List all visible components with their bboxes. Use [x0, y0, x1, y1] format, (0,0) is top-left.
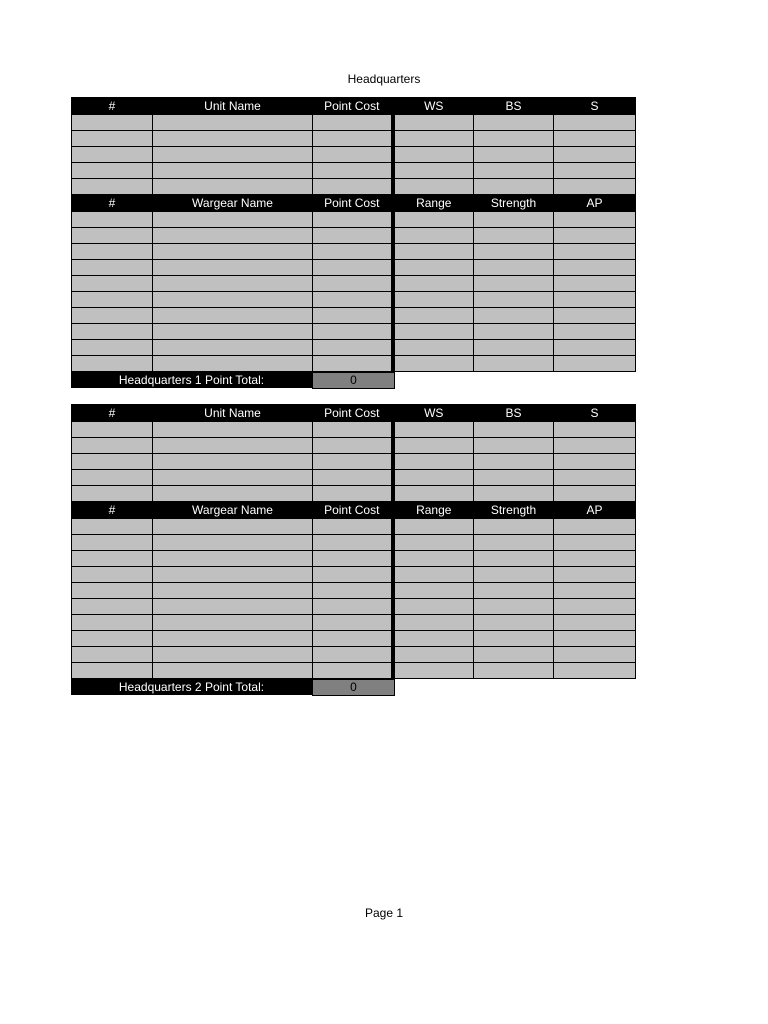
- point-cost-cell[interactable]: [313, 422, 393, 438]
- point-cost-cell[interactable]: [313, 567, 393, 583]
- header-s: S: [554, 405, 636, 422]
- number-cell[interactable]: [72, 470, 153, 486]
- strength-cell[interactable]: [474, 260, 554, 276]
- header-wargear-name: Wargear Name: [153, 502, 313, 519]
- point-cost-cell[interactable]: [313, 228, 393, 244]
- wargear-row: [72, 535, 636, 551]
- header-point-cost: Point Cost: [313, 195, 393, 212]
- header-strength: Strength: [474, 502, 554, 519]
- ws-cell[interactable]: [393, 438, 474, 454]
- bs-cell[interactable]: [474, 179, 554, 195]
- number-cell[interactable]: [72, 292, 153, 308]
- wargear-name-cell[interactable]: [153, 615, 313, 631]
- range-cell[interactable]: [393, 631, 474, 647]
- header-range: Range: [393, 195, 474, 212]
- wargear-row: [72, 647, 636, 663]
- range-cell[interactable]: [393, 647, 474, 663]
- header-number: #: [72, 405, 153, 422]
- ap-cell[interactable]: [554, 228, 636, 244]
- header-ap: AP: [554, 502, 636, 519]
- ap-cell[interactable]: [554, 535, 636, 551]
- s-cell[interactable]: [554, 179, 636, 195]
- number-cell[interactable]: [72, 422, 153, 438]
- ap-cell[interactable]: [554, 599, 636, 615]
- ap-cell[interactable]: [554, 244, 636, 260]
- strength-cell[interactable]: [474, 212, 554, 228]
- range-cell[interactable]: [393, 567, 474, 583]
- s-cell[interactable]: [554, 422, 636, 438]
- point-cost-cell[interactable]: [313, 486, 393, 502]
- point-total-row: [71, 679, 395, 695]
- number-cell[interactable]: [72, 438, 153, 454]
- point-cost-cell[interactable]: [313, 615, 393, 631]
- strength-cell[interactable]: [474, 583, 554, 599]
- bs-cell[interactable]: [474, 422, 554, 438]
- strength-cell[interactable]: [474, 519, 554, 535]
- range-cell[interactable]: [393, 599, 474, 615]
- sheet-title: Headquarters: [347, 72, 421, 86]
- strength-cell[interactable]: [474, 276, 554, 292]
- number-cell[interactable]: [72, 260, 153, 276]
- point-total-value[interactable]: 0: [312, 679, 395, 696]
- s-cell[interactable]: [554, 163, 636, 179]
- wargear-row: [72, 212, 636, 228]
- point-cost-cell[interactable]: [313, 583, 393, 599]
- ap-cell[interactable]: [554, 551, 636, 567]
- wargear-row: [72, 324, 636, 340]
- point-cost-cell[interactable]: [313, 551, 393, 567]
- bs-cell[interactable]: [474, 163, 554, 179]
- ap-cell[interactable]: [554, 519, 636, 535]
- wargear-name-cell[interactable]: [153, 340, 313, 356]
- wargear-name-cell[interactable]: [153, 356, 313, 372]
- strength-cell[interactable]: [474, 324, 554, 340]
- header-strength: Strength: [474, 195, 554, 212]
- point-cost-cell[interactable]: [313, 276, 393, 292]
- point-total-label: Headquarters 1 Point Total:: [71, 372, 312, 388]
- point-cost-cell[interactable]: [313, 647, 393, 663]
- header-s: S: [554, 98, 636, 115]
- wargear-row: [72, 599, 636, 615]
- ap-cell[interactable]: [554, 567, 636, 583]
- number-cell[interactable]: [72, 615, 153, 631]
- wargear-row: [72, 631, 636, 647]
- s-cell[interactable]: [554, 115, 636, 131]
- wargear-row: [72, 276, 636, 292]
- wargear-row: [72, 308, 636, 324]
- number-cell[interactable]: [72, 356, 153, 372]
- strength-cell[interactable]: [474, 535, 554, 551]
- number-cell[interactable]: [72, 212, 153, 228]
- bs-cell[interactable]: [474, 438, 554, 454]
- wargear-row: [72, 583, 636, 599]
- ap-cell[interactable]: [554, 631, 636, 647]
- number-cell[interactable]: [72, 147, 153, 163]
- point-cost-cell[interactable]: [313, 438, 393, 454]
- wargear-name-cell[interactable]: [153, 260, 313, 276]
- point-cost-cell[interactable]: [313, 470, 393, 486]
- header-range: Range: [393, 502, 474, 519]
- ws-cell[interactable]: [393, 179, 474, 195]
- point-total-label: Headquarters 2 Point Total:: [71, 679, 312, 695]
- bs-cell[interactable]: [474, 470, 554, 486]
- header-number: #: [72, 98, 153, 115]
- wargear-name-cell[interactable]: [153, 276, 313, 292]
- bs-cell[interactable]: [474, 486, 554, 502]
- wargear-row: [72, 356, 636, 372]
- range-cell[interactable]: [393, 244, 474, 260]
- ws-cell[interactable]: [393, 115, 474, 131]
- number-cell[interactable]: [72, 131, 153, 147]
- unit-table: [71, 404, 636, 679]
- wargear-header-row: [72, 502, 636, 519]
- number-cell[interactable]: [72, 583, 153, 599]
- strength-cell[interactable]: [474, 228, 554, 244]
- header-wargear-name: Wargear Name: [153, 195, 313, 212]
- wargear-row: [72, 519, 636, 535]
- unit-row: [72, 179, 636, 195]
- unit-row: [72, 486, 636, 502]
- point-cost-cell[interactable]: [313, 340, 393, 356]
- point-cost-cell[interactable]: [313, 308, 393, 324]
- strength-cell[interactable]: [474, 340, 554, 356]
- range-cell[interactable]: [393, 583, 474, 599]
- ap-cell[interactable]: [554, 276, 636, 292]
- unit-row: [72, 131, 636, 147]
- range-cell[interactable]: [393, 519, 474, 535]
- range-cell[interactable]: [393, 340, 474, 356]
- wargear-name-cell[interactable]: [153, 599, 313, 615]
- wargear-name-cell[interactable]: [153, 292, 313, 308]
- number-cell[interactable]: [72, 663, 153, 679]
- ws-cell[interactable]: [393, 147, 474, 163]
- range-cell[interactable]: [393, 292, 474, 308]
- number-cell[interactable]: [72, 631, 153, 647]
- header-point-cost: Point Cost: [313, 405, 393, 422]
- point-cost-cell[interactable]: [313, 663, 393, 679]
- header-ws: WS: [393, 98, 474, 115]
- header-number: #: [72, 502, 153, 519]
- wargear-header-row: [72, 195, 636, 212]
- point-cost-cell[interactable]: [313, 131, 393, 147]
- bs-cell[interactable]: [474, 147, 554, 163]
- unit-name-cell[interactable]: [153, 470, 313, 486]
- wargear-name-cell[interactable]: [153, 535, 313, 551]
- number-cell[interactable]: [72, 228, 153, 244]
- page-footer: Page 1: [364, 906, 404, 920]
- unit-row: [72, 115, 636, 131]
- header-ap: AP: [554, 195, 636, 212]
- number-cell[interactable]: [72, 179, 153, 195]
- point-cost-cell[interactable]: [313, 519, 393, 535]
- wargear-row: [72, 244, 636, 260]
- range-cell[interactable]: [393, 356, 474, 372]
- wargear-name-cell[interactable]: [153, 631, 313, 647]
- wargear-name-cell[interactable]: [153, 647, 313, 663]
- wargear-row: [72, 340, 636, 356]
- strength-cell[interactable]: [474, 551, 554, 567]
- ws-cell[interactable]: [393, 486, 474, 502]
- header-number: #: [72, 195, 153, 212]
- headquarters-1-block: [71, 97, 635, 388]
- point-cost-cell[interactable]: [313, 147, 393, 163]
- point-cost-cell[interactable]: [313, 599, 393, 615]
- range-cell[interactable]: [393, 324, 474, 340]
- wargear-row: [72, 260, 636, 276]
- unit-name-cell[interactable]: [153, 454, 313, 470]
- unit-name-cell[interactable]: [153, 422, 313, 438]
- wargear-name-cell[interactable]: [153, 244, 313, 260]
- wargear-row: [72, 663, 636, 679]
- strength-cell[interactable]: [474, 631, 554, 647]
- point-cost-cell[interactable]: [313, 115, 393, 131]
- bs-cell[interactable]: [474, 115, 554, 131]
- unit-name-cell[interactable]: [153, 163, 313, 179]
- unit-row: [72, 147, 636, 163]
- point-total-row: [71, 372, 395, 388]
- number-cell[interactable]: [72, 115, 153, 131]
- range-cell[interactable]: [393, 308, 474, 324]
- number-cell[interactable]: [72, 567, 153, 583]
- strength-cell[interactable]: [474, 647, 554, 663]
- number-cell[interactable]: [72, 519, 153, 535]
- wargear-name-cell[interactable]: [153, 308, 313, 324]
- point-cost-cell[interactable]: [313, 356, 393, 372]
- number-cell[interactable]: [72, 163, 153, 179]
- range-cell[interactable]: [393, 212, 474, 228]
- point-cost-cell[interactable]: [313, 260, 393, 276]
- number-cell[interactable]: [72, 308, 153, 324]
- header-bs: BS: [474, 98, 554, 115]
- strength-cell[interactable]: [474, 567, 554, 583]
- unit-name-cell[interactable]: [153, 115, 313, 131]
- unit-name-cell[interactable]: [153, 147, 313, 163]
- point-cost-cell[interactable]: [313, 631, 393, 647]
- ap-cell[interactable]: [554, 212, 636, 228]
- ws-cell[interactable]: [393, 422, 474, 438]
- s-cell[interactable]: [554, 438, 636, 454]
- number-cell[interactable]: [72, 535, 153, 551]
- s-cell[interactable]: [554, 147, 636, 163]
- ws-cell[interactable]: [393, 454, 474, 470]
- ws-cell[interactable]: [393, 131, 474, 147]
- unit-name-cell[interactable]: [153, 486, 313, 502]
- point-cost-cell[interactable]: [313, 454, 393, 470]
- strength-cell[interactable]: [474, 308, 554, 324]
- range-cell[interactable]: [393, 663, 474, 679]
- s-cell[interactable]: [554, 486, 636, 502]
- ap-cell[interactable]: [554, 583, 636, 599]
- wargear-row: [72, 292, 636, 308]
- wargear-row: [72, 615, 636, 631]
- number-cell[interactable]: [72, 454, 153, 470]
- ap-cell[interactable]: [554, 260, 636, 276]
- wargear-name-cell[interactable]: [153, 212, 313, 228]
- unit-row: [72, 422, 636, 438]
- header-bs: BS: [474, 405, 554, 422]
- number-cell[interactable]: [72, 340, 153, 356]
- unit-row: [72, 454, 636, 470]
- strength-cell[interactable]: [474, 356, 554, 372]
- ap-cell[interactable]: [554, 663, 636, 679]
- wargear-name-cell[interactable]: [153, 663, 313, 679]
- ws-cell[interactable]: [393, 163, 474, 179]
- number-cell[interactable]: [72, 244, 153, 260]
- point-cost-cell[interactable]: [313, 244, 393, 260]
- unit-row: [72, 438, 636, 454]
- point-cost-cell[interactable]: [313, 292, 393, 308]
- ap-cell[interactable]: [554, 647, 636, 663]
- bs-cell[interactable]: [474, 454, 554, 470]
- unit-header-row: [72, 405, 636, 422]
- unit-table: [71, 97, 636, 372]
- ap-cell[interactable]: [554, 324, 636, 340]
- unit-name-cell[interactable]: [153, 131, 313, 147]
- wargear-row: [72, 551, 636, 567]
- unit-name-cell[interactable]: [153, 179, 313, 195]
- wargear-name-cell[interactable]: [153, 551, 313, 567]
- unit-row: [72, 470, 636, 486]
- wargear-name-cell[interactable]: [153, 228, 313, 244]
- ap-cell[interactable]: [554, 292, 636, 308]
- unit-row: [72, 163, 636, 179]
- unit-header-row: [72, 98, 636, 115]
- s-cell[interactable]: [554, 470, 636, 486]
- point-cost-cell[interactable]: [313, 324, 393, 340]
- wargear-name-cell[interactable]: [153, 567, 313, 583]
- strength-cell[interactable]: [474, 599, 554, 615]
- range-cell[interactable]: [393, 551, 474, 567]
- wargear-name-cell[interactable]: [153, 519, 313, 535]
- wargear-row: [72, 228, 636, 244]
- ap-cell[interactable]: [554, 615, 636, 631]
- s-cell[interactable]: [554, 454, 636, 470]
- range-cell[interactable]: [393, 276, 474, 292]
- number-cell[interactable]: [72, 551, 153, 567]
- header-unit-name: Unit Name: [153, 98, 313, 115]
- ws-cell[interactable]: [393, 470, 474, 486]
- ap-cell[interactable]: [554, 356, 636, 372]
- strength-cell[interactable]: [474, 244, 554, 260]
- ap-cell[interactable]: [554, 308, 636, 324]
- range-cell[interactable]: [393, 615, 474, 631]
- header-unit-name: Unit Name: [153, 405, 313, 422]
- point-cost-cell[interactable]: [313, 179, 393, 195]
- ap-cell[interactable]: [554, 340, 636, 356]
- point-cost-cell[interactable]: [313, 212, 393, 228]
- number-cell[interactable]: [72, 599, 153, 615]
- number-cell[interactable]: [72, 276, 153, 292]
- wargear-name-cell[interactable]: [153, 324, 313, 340]
- number-cell[interactable]: [72, 324, 153, 340]
- point-cost-cell[interactable]: [313, 535, 393, 551]
- unit-name-cell[interactable]: [153, 438, 313, 454]
- s-cell[interactable]: [554, 131, 636, 147]
- header-ws: WS: [393, 405, 474, 422]
- wargear-row: [72, 567, 636, 583]
- point-total-value[interactable]: 0: [312, 372, 395, 389]
- strength-cell[interactable]: [474, 292, 554, 308]
- number-cell[interactable]: [72, 486, 153, 502]
- strength-cell[interactable]: [474, 663, 554, 679]
- range-cell[interactable]: [393, 260, 474, 276]
- number-cell[interactable]: [72, 647, 153, 663]
- point-cost-cell[interactable]: [313, 163, 393, 179]
- bs-cell[interactable]: [474, 131, 554, 147]
- strength-cell[interactable]: [474, 615, 554, 631]
- header-point-cost: Point Cost: [313, 502, 393, 519]
- range-cell[interactable]: [393, 535, 474, 551]
- header-point-cost: Point Cost: [313, 98, 393, 115]
- headquarters-2-block: [71, 404, 635, 695]
- range-cell[interactable]: [393, 228, 474, 244]
- wargear-name-cell[interactable]: [153, 583, 313, 599]
